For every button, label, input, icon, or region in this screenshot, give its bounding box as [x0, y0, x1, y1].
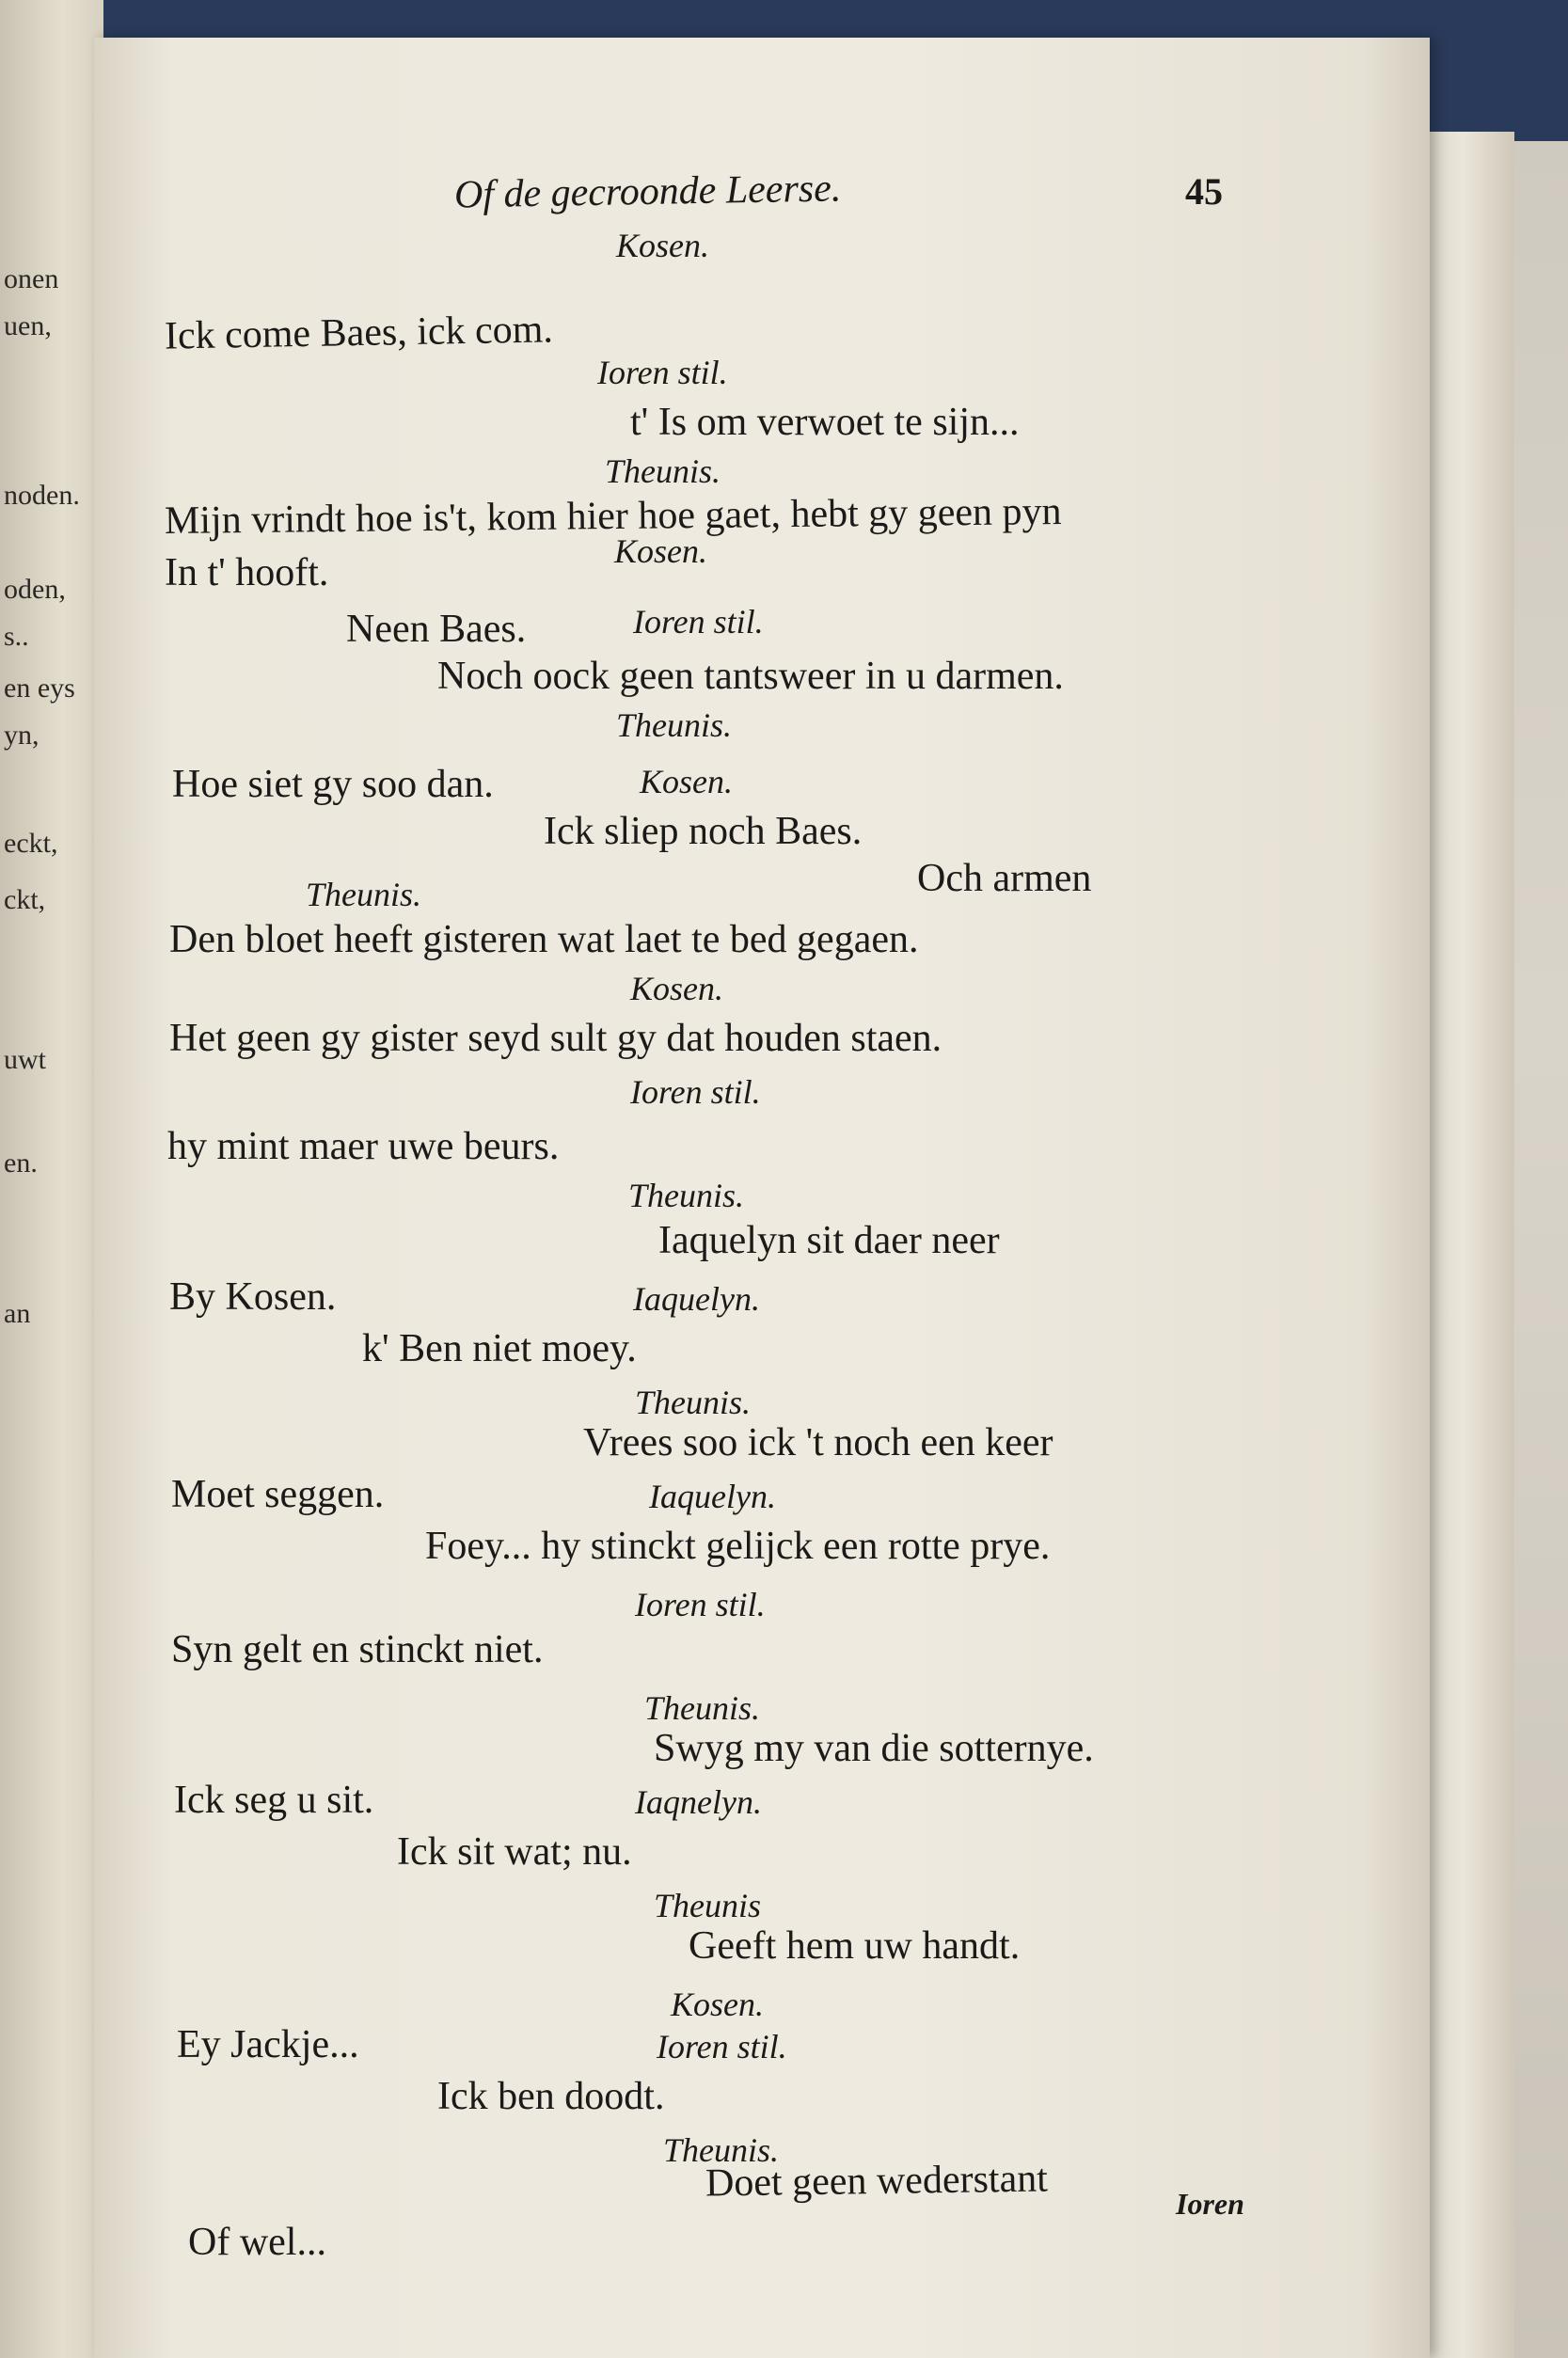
speaker-name: Theunis. — [628, 1177, 745, 1214]
speaker-name: Iaquelyn. — [649, 1478, 776, 1515]
left-page-fragment: oden, — [4, 574, 66, 605]
book-page — [94, 38, 1430, 2358]
speaker-name: Kosen. — [614, 532, 707, 570]
left-page-fragment: uen, — [4, 310, 52, 341]
verse-line: Geeft hem uw handt. — [689, 1924, 1021, 1968]
verse-line: Och armen — [917, 857, 1092, 900]
left-page-fragment: uwt — [4, 1044, 46, 1075]
left-page-fragment: s.. — [4, 621, 29, 652]
speaker-name: Ioren stil. — [657, 2028, 787, 2065]
speaker-name: Kosen. — [640, 763, 733, 800]
verse-line: t' Is om verwoet te sijn... — [630, 401, 1020, 444]
left-page-fragment: yn, — [4, 720, 40, 751]
left-page-fragment: en eys — [4, 673, 75, 704]
verse-line: Neen Baes. — [346, 608, 527, 651]
left-page-fragment: eckt, — [4, 828, 58, 859]
verse-line: Ick ben doodt. — [437, 2075, 665, 2118]
speaker-name: Ioren stil. — [635, 1586, 766, 1623]
running-title: Of de gecroonde Leerse. — [453, 166, 842, 217]
verse-line: Ick seg u sit. — [174, 1779, 374, 1822]
speaker-name: Iaquelyn. — [633, 1280, 760, 1318]
verse-line: In t' hooft. — [165, 551, 329, 594]
speaker-name: Kosen. — [671, 1986, 764, 2023]
speaker-name: Theunis. — [605, 452, 721, 490]
verse-line: Of wel... — [188, 2221, 326, 2264]
verse-line: Swyg my van die sotternye. — [654, 1727, 1094, 1770]
speaker-name: Theunis. — [306, 876, 422, 913]
speaker-name: Theunis. — [663, 2131, 780, 2169]
speaker-name: Ioren stil. — [633, 603, 764, 641]
speaker-name: Theunis. — [616, 706, 733, 744]
verse-line: Het geen gy gister seyd sult gy dat houden staen. — [169, 1017, 942, 1060]
speaker-name: Theunis. — [635, 1384, 752, 1421]
verse-line: k' Ben niet moey. — [362, 1327, 637, 1370]
left-page-fragment: an — [4, 1298, 31, 1329]
verse-line: Mijn vrindt hoe is't, kom hier hoe gaet, hebt gy geen pyn — [164, 490, 1062, 543]
verse-line: Vrees soo ick 't noch een keer — [583, 1421, 1053, 1464]
facing-left-page — [0, 0, 103, 2358]
catchword: Ioren — [1176, 2187, 1244, 2221]
verse-line: Hoe siet gy soo dan. — [172, 763, 494, 806]
speaker-name: Theunis — [654, 1887, 762, 1924]
verse-line: Den bloet heeft gisteren wat laet te bed gegaen. — [169, 918, 919, 961]
verse-line: Foey... hy stinckt gelijck een rotte prye. — [425, 1525, 1051, 1568]
speaker-name: Iaqnelyn. — [635, 1783, 762, 1821]
verse-line: Doet geen wederstant — [705, 2157, 1049, 2206]
speaker-name: Ioren stil. — [630, 1073, 761, 1111]
verse-line: Ick sliep noch Baes. — [544, 810, 863, 853]
verse-line: hy mint maer uwe beurs. — [167, 1125, 560, 1168]
speaker-name: Kosen. — [616, 227, 709, 264]
verse-line: By Kosen. — [169, 1275, 337, 1319]
verse-line: Noch oock geen tantsweer in u darmen. — [437, 655, 1064, 698]
speaker-name: Theunis. — [644, 1689, 761, 1727]
verse-line: Ick come Baes, ick com. — [164, 308, 554, 358]
left-page-fragment: en. — [4, 1147, 38, 1179]
page-number: 45 — [1185, 170, 1223, 213]
verse-line: Moet seggen. — [171, 1473, 385, 1516]
verse-line: Syn gelt en stinckt niet. — [171, 1628, 544, 1671]
left-page-fragment: ckt, — [4, 884, 46, 915]
verse-line: Iaquelyn sit daer neer — [658, 1219, 1000, 1262]
verse-line: Ey Jackje... — [177, 2023, 359, 2066]
speaker-name: Kosen. — [630, 970, 723, 1007]
left-page-fragment: noden. — [4, 480, 80, 511]
left-page-fragment: onen — [4, 263, 59, 294]
speaker-name: Ioren stil. — [597, 354, 728, 391]
verse-line: Ick sit wat; nu. — [397, 1830, 632, 1874]
